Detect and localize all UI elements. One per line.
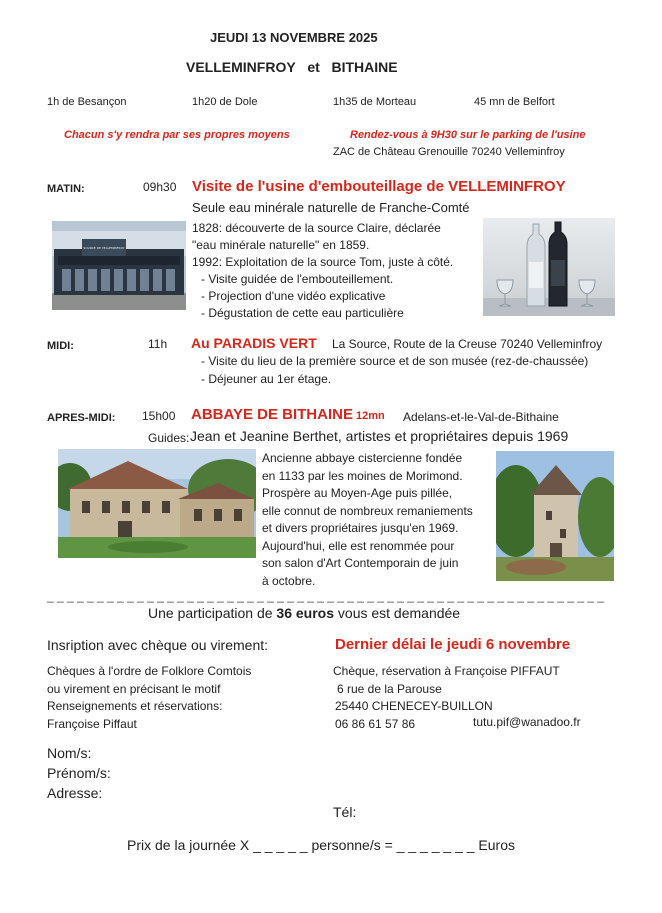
matin-line: - Visite guidée de l'embouteillement.: [201, 272, 394, 286]
participation-before: Une participation de: [148, 605, 277, 621]
distance-besancon: 1h de Besançon: [47, 96, 127, 108]
contact-right-line: 25440 CHENECEY-BUILLON: [335, 699, 493, 713]
inscription-label: Insription avec chèque ou virement:: [47, 637, 269, 653]
deadline: Dernier délai le jeudi 6 novembre: [335, 636, 571, 653]
midi-address: La Source, Route de la Creuse 70240 Velleminfroy: [332, 337, 603, 351]
distance-belfort: 45 mn de Belfort: [474, 96, 555, 108]
matin-title: Visite de l'usine d'embouteillage de VELLEMINFROY: [192, 178, 566, 195]
abbey-line: Aujourd'hui, elle est renommée pour: [262, 538, 455, 553]
apres-midi-distance: 12mn: [356, 410, 385, 422]
guides-label: Guides:: [148, 431, 190, 445]
destination-a: VELLEMINFROY: [186, 59, 296, 75]
apres-midi-time: 15h00: [142, 409, 176, 423]
apres-midi-place: Adelans-et-le-Val-de-Bithaine: [403, 410, 559, 424]
event-date: JEUDI 13 NOVEMBRE 2025: [210, 30, 378, 45]
abbey-description: [262, 450, 473, 590]
matin-line: "eau minérale naturelle" en 1859.: [192, 238, 370, 252]
participation-amount: 36 euros: [276, 605, 335, 621]
destination-b: BITHAINE: [331, 59, 398, 75]
contact-left-line: ou virement en précisant le motif: [47, 681, 221, 696]
abbey-photo: [58, 449, 256, 558]
apres-midi-title: ABBAYE DE BITHAINE: [191, 406, 353, 423]
dashed-separator: _ _ _ _ _ _ _ _ _ _ _ _ _ _ _ _ _ _ _ _ _ _ _ _ _ _ _ _ _ _ _ _ _ _ _ _ _ _ _ _ _ _ _ _ _ _ _ _ _ _ _ _ _ _ _ _: [47, 589, 605, 603]
contact-left-line: Françoise Piffaut: [47, 716, 137, 731]
midi-label: MIDI:: [47, 340, 74, 352]
abbey-line: à octobre.: [262, 573, 316, 588]
tower-photo: [496, 451, 614, 581]
midi-line: - Déjeuner au 1er étage.: [201, 372, 332, 386]
form-prenom: Prénom/s:: [47, 765, 111, 781]
meeting-address: ZAC de Château Grenouille 70240 Velleminfroy: [333, 146, 565, 158]
abbey-line: elle connut de nombreux remaniements: [262, 503, 473, 518]
midi-title: Au PARADIS VERT: [191, 335, 317, 351]
contact-right-line: 06 86 61 57 86: [335, 716, 416, 731]
abbey-line: en 1133 par les moines de Morimond.: [262, 468, 463, 483]
midi-time: 11h: [148, 337, 168, 351]
midi-line: - Visite du lieu de la première source et de son musée (rez-de-chaussée): [201, 354, 589, 368]
destination-join: et: [307, 59, 320, 75]
guides-names: Jean et Jeanine Berthet, artistes et propriétaires depuis 1969: [190, 428, 569, 444]
building-sign: SOURCE DE VELLEMINFROY: [83, 246, 125, 250]
abbey-line: son salon d'Art Contemporain de juin: [262, 556, 459, 570]
abbey-line: et divers propriétaires jusqu'en 1969.: [262, 521, 459, 535]
participation-line: [148, 605, 460, 621]
bottles-photo: [483, 218, 615, 316]
matin-label: MATIN:: [47, 183, 85, 195]
matin-details: [192, 220, 453, 322]
abbey-line: Prospère au Moyen-Age puis pillée,: [262, 486, 453, 500]
contact-left-line: Chèques à l'ordre de Folklore Comtois: [47, 664, 252, 678]
matin-line: - Dégustation de cette eau particulière: [201, 306, 404, 320]
matin-line: - Projection d'une vidéo explicative: [201, 289, 386, 303]
form-tel: Tél:: [333, 804, 357, 820]
travel-note: Chacun s'y rendra par ses propres moyens: [64, 129, 290, 141]
email: tutu.pif@wanadoo.fr: [473, 715, 581, 729]
form-adresse: Adresse:: [47, 785, 103, 801]
contact-right-line: Chèque, réservation à Françoise PIFFAUT: [333, 664, 560, 678]
participation-after: vous est demandée: [334, 605, 461, 621]
meeting-note: Rendez-vous à 9H30 sur le parking de l'usine: [350, 129, 586, 141]
factory-photo: [52, 221, 186, 310]
apres-midi-label: APRES-MIDI:: [47, 412, 116, 424]
distance-dole: 1h20 de Dole: [192, 96, 258, 108]
form-nom: Nom/s:: [47, 745, 92, 761]
contact-left: [47, 663, 251, 733]
destination-title: [186, 59, 398, 75]
matin-line: 1992: Exploitation de la source Tom, juste à côté.: [192, 255, 454, 269]
matin-time: 09h30: [143, 180, 177, 194]
abbey-line: Ancienne abbaye cistercienne fondée: [262, 451, 463, 465]
contact-right-line: 6 rue de la Parouse: [337, 681, 442, 696]
price-line: Prix de la journée X _ _ _ _ _ personne/s = _ _ _ _ _ _ _ Euros: [127, 837, 515, 853]
matin-subtitle: Seule eau minérale naturelle de Franche-Comté: [192, 200, 470, 215]
contact-left-line: Renseignements et réservations:: [47, 699, 223, 713]
matin-line: 1828: découverte de la source Claire, déclarée: [192, 221, 441, 235]
distance-morteau: 1h35 de Morteau: [333, 96, 417, 108]
